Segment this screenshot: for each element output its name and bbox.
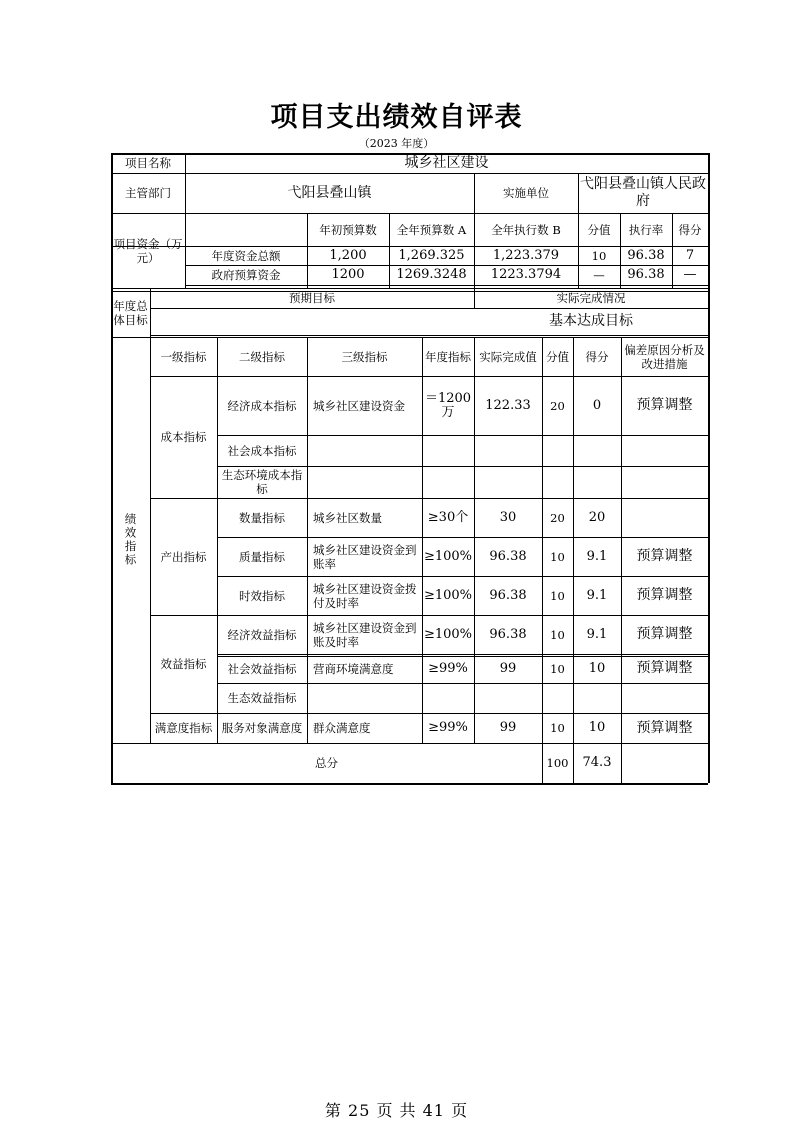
perf-target: ≥100% [423,626,473,642]
perf-level2: 数量指标 [239,510,285,525]
perf-level3 [307,683,422,713]
perf-score: 20 [588,509,606,525]
unit-label: 实施单位 [503,186,549,200]
perf-score [573,466,621,498]
perf-header-actual: 实际完成值 [479,349,537,364]
funds-name: 政府预算资金 [211,268,281,282]
perf-header-l3: 三级指标 [341,349,388,364]
perf-target: ＝1200万 [424,390,472,420]
perf-header-score-value: 分值 [546,349,569,364]
perf-score: 10 [588,720,606,735]
perf-level2: 生态效益指标 [227,691,297,705]
perf-score-value [542,683,573,713]
funds-rate: 96.38 [627,247,665,263]
goals-actual-label: 实际完成情况 [556,291,626,305]
goals-expected-label: 预期目标 [289,291,335,305]
perf-group-2: 效益指标 [160,657,207,671]
perf-score: 0 [592,397,602,413]
perf-label: 绩效指标 [123,513,138,567]
perf-level3: 城乡社区建设资金 [313,398,405,413]
funds-executed: 1223.3794 [490,267,562,282]
fiscal-year: （2023 年度） [358,137,435,150]
perf-level2: 质量指标 [239,549,285,564]
funds-header-initial: 年初预算数 [319,222,377,237]
perf-actual: 96.38 [489,626,527,642]
total-label: 总分 [315,756,338,770]
unit-value: 弋阳县叠山镇人民政府 [580,176,706,209]
perf-actual: 96.38 [489,548,527,564]
perf-actual [474,435,542,466]
perf-score-value [542,435,573,466]
dept-value: 弋阳县叠山镇 [287,184,372,201]
funds-label: 项目资金（万元） [113,236,183,265]
table-rule [708,153,710,783]
perf-level2: 生态环境成本指标 [221,468,303,496]
perf-score-value: 10 [550,588,565,603]
perf-target [422,683,474,713]
perf-reason: 预算调整 [636,548,693,564]
project-name-label: 项目名称 [125,156,171,170]
funds-name: 年度资金总额 [211,248,281,263]
perf-actual: 122.33 [485,397,531,413]
funds-initial: 1200 [331,267,365,282]
perf-level3: 城乡社区建设资金拨付及时率 [313,581,417,610]
goals-expected [150,308,474,335]
perf-header-score: 得分 [585,349,609,364]
project-name: 城乡社区建设 [404,154,489,171]
perf-level2: 服务对象满意度 [221,721,303,735]
funds-header-score: 得分 [678,222,702,237]
perf-score: 10 [588,660,606,676]
perf-header-l2: 二级指标 [239,349,285,364]
perf-score-value: 10 [550,661,565,676]
perf-actual: 99 [499,720,517,735]
total-score: 74.3 [582,755,612,770]
perf-score-value: 10 [550,721,565,735]
perf-reason: 预算调整 [636,397,693,413]
table-rule [150,335,708,336]
table-rule [621,743,622,783]
perf-actual: 96.38 [489,587,527,603]
perf-reason: 预算调整 [636,587,693,603]
goals-label: 年度总体目标 [113,298,148,327]
perf-actual: 99 [499,660,517,676]
goals-actual: 基本达成目标 [549,313,633,329]
perf-target: ≥99% [428,660,468,676]
perf-reason [621,683,708,713]
perf-level3 [307,466,422,498]
perf-target: ≥30个 [427,509,469,525]
perf-target: ≥100% [423,587,473,603]
funds-annual: 1269.3248 [396,267,467,282]
perf-reason [621,466,708,498]
perf-reason [621,435,708,466]
perf-reason: 预算调整 [636,626,693,642]
perf-group-3: 满意度指标 [154,721,213,735]
perf-target: ≥100% [423,548,473,564]
perf-header-reason: 偏差原因分析及改进措施 [624,342,705,371]
funds-header-rate: 执行率 [628,222,664,237]
funds-header-annual: 全年预算数 A [396,222,467,237]
perf-score [573,683,621,713]
funds-score: — [683,267,697,282]
perf-target [422,466,474,498]
perf-level3: 城乡社区建设资金到账率 [313,542,417,571]
funds-score-value: 10 [591,248,607,263]
perf-level3 [307,435,422,466]
page-title: 项目支出绩效自评表 [270,102,523,133]
perf-target [422,435,474,466]
perf-header-l1: 一级指标 [160,349,207,364]
perf-level2: 经济成本指标 [227,398,297,413]
perf-reason: 预算调整 [636,660,693,676]
total-score-value: 100 [546,756,569,770]
perf-reason: 预算调整 [636,719,693,736]
table-rule [185,285,708,286]
perf-actual [474,683,542,713]
perf-score-value: 20 [550,398,565,413]
perf-level2: 社会成本指标 [227,443,297,458]
perf-reason [621,498,708,537]
dept-label: 主管部门 [125,186,171,200]
perf-score: 9.1 [586,587,608,603]
perf-actual [474,466,542,498]
perf-level3: 城乡社区数量 [313,510,382,525]
perf-group-0: 成本指标 [160,430,207,444]
perf-score-value: 10 [550,549,565,564]
funds-header-score-value: 分值 [587,222,611,237]
perf-score-value [542,466,573,498]
perf-level2: 经济效益指标 [227,627,297,642]
perf-level2: 时效指标 [239,588,285,603]
table-rule [111,783,708,785]
perf-score-value: 20 [550,510,565,525]
perf-score [573,435,621,466]
funds-score-value: — [593,268,605,282]
perf-group-1: 产出指标 [160,549,207,564]
funds-annual: 1,269.325 [398,247,465,263]
funds-initial: 1,200 [329,247,367,263]
funds-rate: 96.38 [627,267,665,282]
page-number: 第 25 页 共 41 页 [324,1101,469,1120]
perf-actual: 30 [499,509,517,525]
perf-score: 9.1 [586,548,608,564]
funds-header-executed: 全年执行数 B [491,222,561,237]
perf-level3: 群众满意度 [313,721,371,735]
perf-header-target: 年度指标 [425,349,471,364]
perf-level2: 社会效益指标 [227,661,297,676]
perf-score: 9.1 [586,626,608,642]
perf-score-value: 10 [550,627,565,642]
perf-level3: 城乡社区建设资金到账及时率 [313,620,417,649]
funds-score: 7 [685,247,695,263]
funds-executed: 1,223.379 [492,247,560,263]
perf-level3: 营商环境满意度 [313,661,394,676]
perf-target: ≥99% [428,720,468,735]
